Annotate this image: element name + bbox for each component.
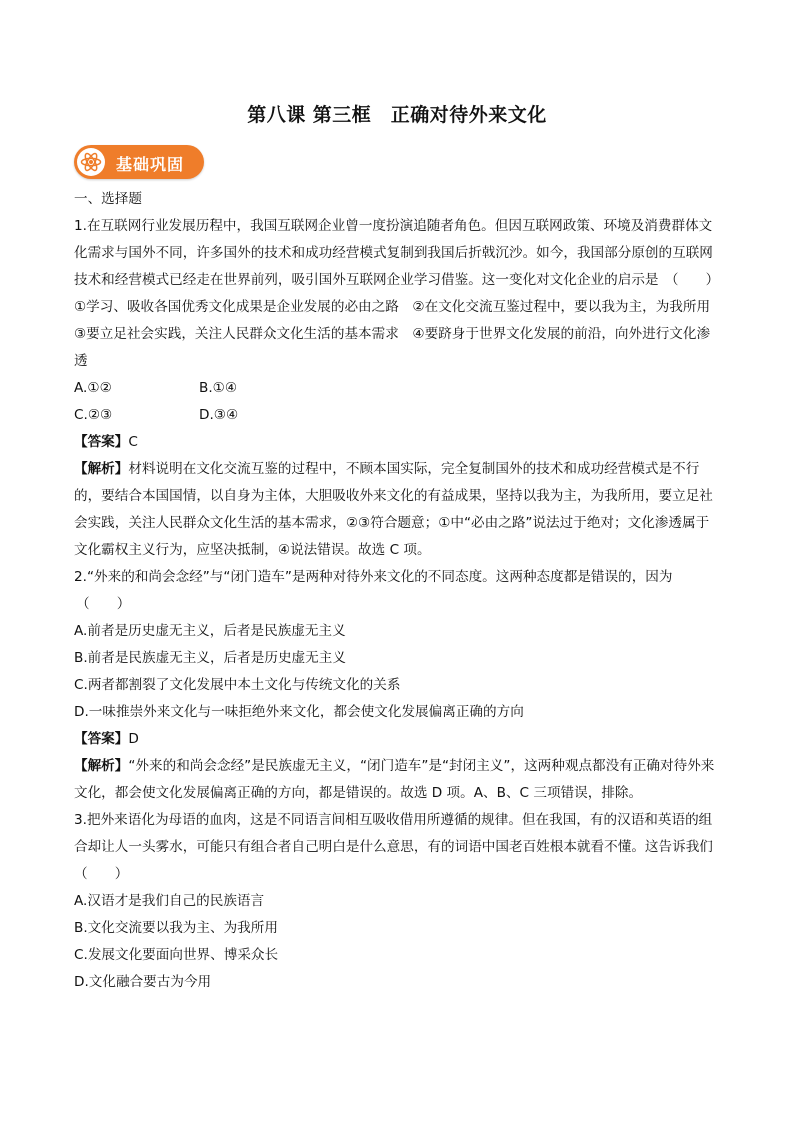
analysis-tag: 【解析】 xyxy=(74,758,129,774)
answer-tag: 【答案】 xyxy=(74,731,129,747)
option-a: A.汉语才是我们自己的民族语言 xyxy=(74,893,265,909)
option-a: A.①② xyxy=(74,380,112,396)
option-c: C.两者都割裂了文化发展中本土文化与传统文化的关系 xyxy=(74,677,401,693)
answer-blank: （ ） xyxy=(664,272,720,288)
question-1-options-row-1 xyxy=(74,375,722,402)
option-c: C.②③ xyxy=(74,407,113,423)
option-b: B.①④ xyxy=(199,380,238,396)
option-c: C.发展文化要面向世界、博采众长 xyxy=(74,947,279,963)
question-1-stem xyxy=(74,213,722,294)
option-b: B.前者是民族虚无主义，后者是历史虚无主义 xyxy=(74,650,346,666)
question-3-stem: 3.把外来语化为母语的血肉，这是不同语言间相互吸收借用所遵循的规律。但在我国，有的汉语和英语的组合却让人一头雾水，可能只有组合者自己明白是什么意思，有的词语中国老百姓根本就看不懂。这告诉我们（ ） xyxy=(74,812,713,882)
page-title: 第八课 第三框 正确对待外来文化 xyxy=(247,104,547,126)
atom-icon xyxy=(77,148,105,176)
option-b: B.文化交流要以我为主、为我所用 xyxy=(74,920,278,936)
option-d: D.③④ xyxy=(199,407,239,423)
section-badge xyxy=(74,145,204,179)
question-1-text: 1.在互联网行业发展历程中，我国互联网企业曾一度扮演追随者角色。但因互联网政策、环境及消费群体文化需求与国外不同，许多国外的技术和成功经营模式复制到我国后折戟沉沙。如今，我国部分原创的互联网技术和经营模式已经走在世界前列，吸引国外互联网企业学习借鉴。这一变化对文化企业的启示是 xyxy=(74,218,713,288)
question-1-answer xyxy=(74,429,722,456)
section-heading: 一、选择题 xyxy=(74,191,142,207)
option-d: D.文化融合要古为今用 xyxy=(74,974,212,990)
badge-label: 基础巩固 xyxy=(116,155,185,174)
answer-value: D xyxy=(128,731,139,747)
answer-value: C xyxy=(128,434,138,450)
analysis-text: “外来的和尚会念经”是民族虚无主义，“闭门造车”是“封闭主义”，这两种观点都没有正确对待外来文化，都会使文化发展偏离正确的方向，都是错误的。故选 D 项。A、B、C 三项错误，排除。 xyxy=(74,758,715,801)
option-d: D.一味推崇外来文化与一味拒绝外来文化，都会使文化发展偏离正确的方向 xyxy=(74,704,524,720)
question-content xyxy=(74,186,722,996)
question-1-analysis xyxy=(74,456,722,564)
analysis-text: 材料说明在文化交流互鉴的过程中，不顾本国实际，完全复制国外的技术和成功经营模式是不行的，要结合本国国情，以自身为主体，大胆吸收外来文化的有益成果，坚持以我为主，为我所用，要立足社会实践，关注人民群众文化生活的基本需求，②③符合题意；①中“必由之路”说法过于绝对；文化渗透属于文化霸权主义行为，应坚决抵制，④说法错误。故选 C 项。 xyxy=(74,461,713,558)
question-2-stem xyxy=(74,564,722,618)
analysis-tag: 【解析】 xyxy=(74,461,129,477)
question-2-answer xyxy=(74,726,722,753)
answer-tag: 【答案】 xyxy=(74,434,129,450)
option-a: A.前者是历史虚无主义，后者是民族虚无主义 xyxy=(74,623,346,639)
question-2-text: 2.“外来的和尚会念经”与“闭门造车”是两种对待外来文化的不同态度。这两种态度都是错误的，因为 xyxy=(74,569,673,585)
question-1-options-row-2 xyxy=(74,402,722,429)
question-1-statements: ①学习、吸收各国优秀文化成果是企业发展的必由之路 ②在文化交流互鉴过程中，要以我为主，为我所用 ③要立足社会实践，关注人民群众文化生活的基本需求 ④要跻身于世界文化发展的前沿，向外进行文化渗透 xyxy=(74,299,724,369)
question-2-analysis xyxy=(74,753,722,807)
answer-blank: （ ） xyxy=(76,596,131,612)
